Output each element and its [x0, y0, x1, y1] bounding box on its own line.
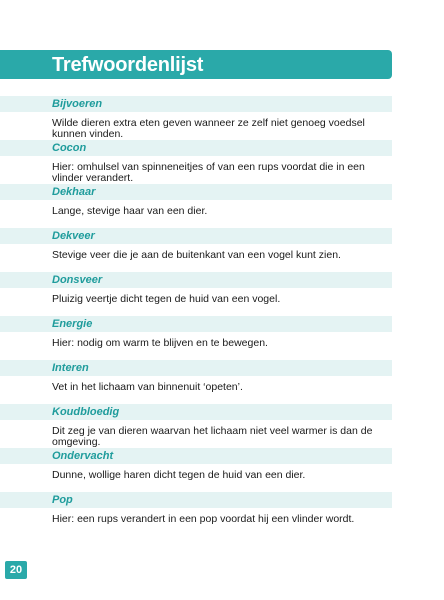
glossary-definition: Vet in het lichaam van binnenuit ‘opeten’.	[52, 381, 243, 393]
glossary-term: Donsveer	[52, 274, 103, 286]
page-title: Trefwoordenlijst	[52, 54, 204, 76]
page-header	[0, 50, 392, 79]
glossary-term: Koudbloedig	[52, 406, 120, 418]
glossary-entry	[0, 184, 444, 228]
term-band	[0, 492, 392, 508]
glossary-definition: Wilde dieren extra eten geven wanneer ze zelf niet genoeg voedsel kunnen vinden.	[52, 117, 365, 140]
glossary-definition: Lange, stevige haar van een dier.	[52, 205, 208, 217]
term-band	[0, 272, 392, 288]
glossary-definition: Stevige veer die je aan de buitenkant van een vogel kunt zien.	[52, 249, 341, 261]
term-band	[0, 360, 392, 376]
glossary-term: Energie	[52, 318, 93, 330]
glossary-term: Dekhaar	[52, 186, 96, 198]
glossary-definition: Dunne, wollige haren dicht tegen de huid van een dier.	[52, 469, 306, 481]
term-band	[0, 96, 392, 112]
glossary-term: Pop	[52, 494, 73, 506]
term-band	[0, 184, 392, 200]
glossary-entry	[0, 360, 444, 404]
glossary-entry	[0, 404, 444, 448]
term-band	[0, 140, 392, 156]
glossary-entry	[0, 96, 444, 140]
glossary-term: Bijvoeren	[52, 98, 103, 110]
glossary-entry	[0, 492, 444, 536]
glossary-term: Cocon	[52, 142, 87, 154]
term-band	[0, 404, 392, 420]
glossary-list	[0, 96, 444, 536]
glossary-definition: Pluizig veertje dicht tegen de huid van een vogel.	[52, 293, 281, 305]
term-band	[0, 228, 392, 244]
glossary-entry	[0, 228, 444, 272]
glossary-definition: Hier: nodig om warm te blijven en te bewegen.	[52, 337, 268, 349]
glossary-entry	[0, 140, 444, 184]
glossary-term: Interen	[52, 362, 89, 374]
glossary-entry	[0, 272, 444, 316]
glossary-term: Ondervacht	[52, 450, 114, 462]
page-number: 20	[5, 561, 27, 579]
glossary-definition: Dit zeg je van dieren waarvan het lichaam niet veel warmer is dan de omgeving.	[52, 425, 373, 448]
glossary-definition: Hier: een rups verandert in een pop voordat hij een vlinder wordt.	[52, 513, 355, 525]
glossary-definition: Hier: omhulsel van spinneneitjes of van een rups voordat die in een vlinder verandert.	[52, 161, 365, 184]
glossary-term: Dekveer	[52, 230, 95, 242]
glossary-entry	[0, 316, 444, 360]
term-band	[0, 316, 392, 332]
term-band	[0, 448, 392, 464]
glossary-entry	[0, 448, 444, 492]
